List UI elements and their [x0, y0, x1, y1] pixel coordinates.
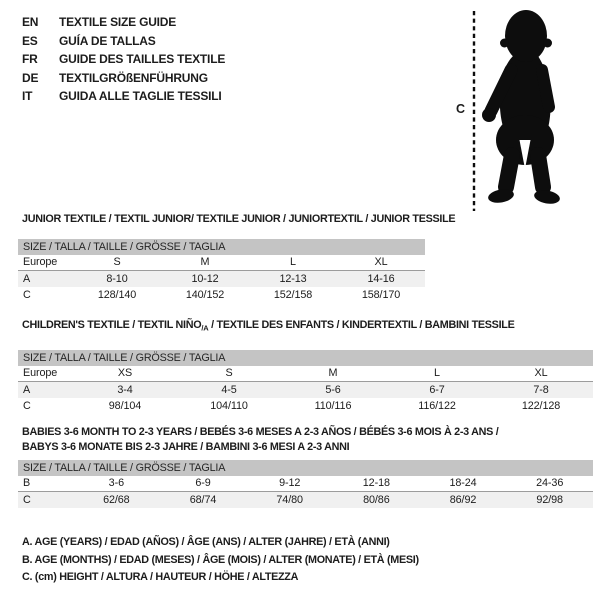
height-measure-label: C [456, 102, 466, 116]
language-title: TEXTILGRÖßENFÜHRUNG [59, 70, 208, 85]
row-cell: 68/74 [189, 494, 217, 506]
junior-size-table [18, 239, 425, 303]
children-size-table [18, 350, 593, 414]
row-cell: 5-6 [325, 384, 341, 396]
row-cell: 24-36 [536, 477, 564, 489]
legend-line: B. AGE (MONTHS) / EDAD (MESES) / ÂGE (MOIS) / ALTER (MONATE) / ETÀ (MESI) [22, 553, 419, 566]
language-row [22, 69, 225, 88]
row-cell: S [113, 256, 121, 268]
table-title-text: /A [201, 323, 209, 333]
table-title-line [22, 425, 498, 440]
babies-size-table [18, 460, 593, 508]
row-label: B [23, 477, 31, 489]
row-cell: 152/158 [273, 289, 313, 301]
row-cell: 9-12 [279, 477, 301, 489]
table-row [18, 287, 425, 303]
row-cell: 6-7 [429, 384, 445, 396]
table-title-line [22, 440, 498, 455]
row-cell: 104/110 [210, 400, 248, 412]
row-label: C [23, 289, 31, 301]
baby-silhouette-icon [481, 8, 563, 206]
row-label: Europe [23, 256, 58, 268]
table-title-line [22, 318, 514, 336]
row-cell: 10-12 [191, 273, 219, 285]
table-row [18, 492, 593, 508]
row-cell: 116/122 [418, 400, 456, 412]
table-row [18, 476, 593, 492]
table-title-text: BABYS 3-6 MONATE BIS 2-3 JAHRE / BAMBINI 3-6 MESI A 2-3 ANNI [22, 441, 350, 453]
table-row [18, 382, 593, 398]
row-label: A [23, 384, 31, 396]
row-cell: 3-6 [108, 477, 124, 489]
row-label: Europe [23, 367, 58, 379]
table-title-text: BABIES 3-6 MONTH TO 2-3 YEARS / BEBÉS 3-6 MESES A 2-3 AÑOS / BÉBÉS 3-6 MOIS À 2-3 ANS / [22, 426, 499, 438]
babies-table-title [22, 425, 498, 455]
row-cell: 86/92 [449, 494, 477, 506]
row-cell: XL [534, 367, 548, 379]
row-cell: 14-16 [367, 273, 395, 285]
height-dashed-line-icon [471, 10, 477, 212]
row-label: C [23, 494, 31, 506]
language-code: DE [22, 70, 39, 85]
row-cell: 6-9 [195, 477, 211, 489]
table-title-text: JUNIOR TEXTILE / TEXTIL JUNIOR/ TEXTILE JUNIOR / JUNIORTEXTIL / JUNIOR TESSILE [22, 213, 456, 225]
language-code: EN [22, 15, 39, 30]
language-title: GUIDA ALLE TAGLIE TESSILI [59, 89, 222, 104]
row-cell: 12-13 [279, 273, 307, 285]
table-title-text: CHILDREN'S TEXTILE / TEXTIL NIÑO [22, 319, 202, 331]
language-row [22, 50, 225, 69]
row-cell: 3-4 [117, 384, 133, 396]
row-cell: XS [117, 367, 133, 379]
row-cell: 92/98 [536, 494, 563, 506]
size-header-bar: SIZE / TALLA / TAILLE / GRÖSSE / TAGLIA [18, 239, 425, 255]
table-row [18, 271, 425, 287]
row-cell: M [328, 367, 338, 379]
row-cell: 4-5 [221, 384, 237, 396]
measurement-legend [22, 534, 419, 587]
language-code: FR [22, 52, 38, 67]
size-header-bar: SIZE / TALLA / TAILLE / GRÖSSE / TAGLIA [18, 460, 593, 476]
row-cell: 140/152 [185, 289, 225, 301]
table-title-line [22, 212, 455, 227]
row-cell: 8-10 [106, 273, 128, 285]
language-title: GUÍA DE TALLAS [59, 33, 156, 48]
legend-line: A. AGE (YEARS) / EDAD (AÑOS) / ÂGE (ANS) / ALTER (JAHRE) / ETÀ (ANNI) [22, 536, 390, 548]
row-cell: 98/104 [108, 400, 142, 412]
language-row [22, 32, 225, 51]
language-title: GUIDE DES TAILLES TEXTILE [59, 52, 226, 67]
row-cell: 12-18 [362, 477, 390, 489]
size-header-bar: SIZE / TALLA / TAILLE / GRÖSSE / TAGLIA [18, 350, 593, 366]
junior-table-title [22, 212, 455, 227]
language-list [22, 13, 225, 106]
row-cell: 7-8 [533, 384, 549, 396]
row-cell: 158/170 [361, 289, 401, 301]
row-label: A [23, 273, 31, 285]
language-code: IT [22, 89, 33, 104]
language-row [22, 13, 225, 32]
row-cell: L [434, 367, 440, 379]
row-cell: 74/80 [276, 494, 303, 506]
row-cell: M [200, 256, 210, 268]
legend-line: C. (cm) HEIGHT / ALTURA / HAUTEUR / HÖHE / ALTEZZA [22, 571, 299, 583]
row-cell: 110/116 [314, 400, 352, 412]
table-title-text: / TEXTILE DES ENFANTS / KINDERTEXTIL / BAMBINI TESSILE [208, 319, 515, 331]
row-cell: 80/86 [363, 494, 390, 506]
language-row [22, 87, 225, 106]
row-cell: XL [374, 256, 388, 268]
row-cell: L [290, 256, 296, 268]
row-cell: 122/128 [521, 400, 561, 412]
row-cell: 18-24 [449, 477, 477, 489]
table-row [18, 255, 425, 271]
table-row [18, 398, 593, 414]
row-cell: 62/68 [103, 494, 130, 506]
row-cell: 128/140 [97, 289, 137, 301]
row-cell: S [225, 367, 233, 379]
language-code: ES [22, 33, 38, 48]
measurement-figure [450, 4, 585, 214]
table-row [18, 366, 593, 382]
language-title: TEXTILE SIZE GUIDE [59, 15, 177, 30]
row-label: C [23, 400, 31, 412]
children-table-title [22, 318, 514, 336]
